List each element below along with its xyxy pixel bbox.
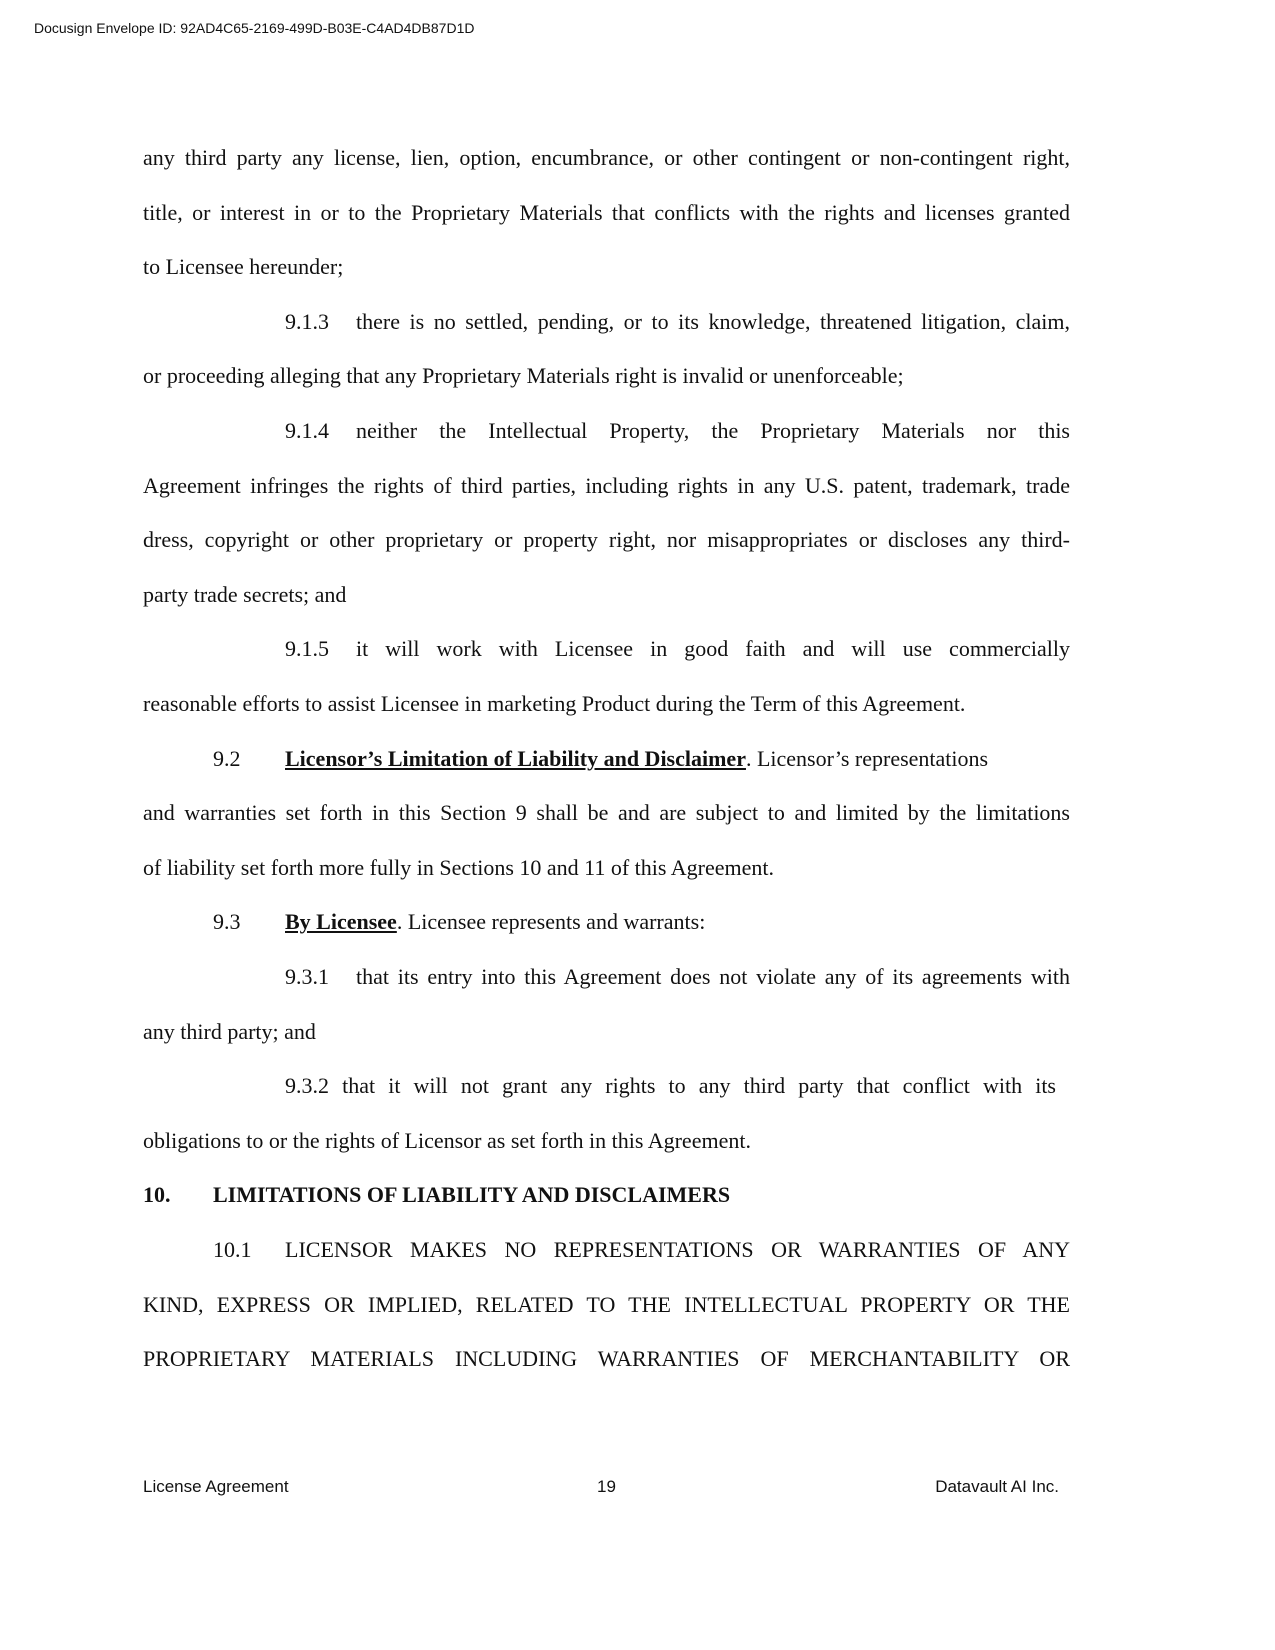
text-line — [285, 746, 1065, 772]
line-text: obligations to or the rights of Licensor as set forth in this Agreement. — [143, 1127, 751, 1153]
section-heading: Licensor’s Limitation of Liability and Disclaimer — [285, 745, 746, 771]
envelope-id: Docusign Envelope ID: 92AD4C65-2169-499D-B03E-C4AD4DB87D1D — [34, 20, 475, 36]
text-line — [143, 1019, 1070, 1045]
section-number: 10. — [143, 1182, 171, 1208]
line-text: of liability set forth more fully in Sections 10 and 11 of this Agreement. — [143, 854, 774, 880]
text-line — [143, 473, 1070, 499]
line-text: that its entry into this Agreement does not violate any of its agreements with — [356, 964, 1070, 989]
line-text: . Licensee represents and warrants: — [396, 909, 706, 935]
section-heading: By Licensee — [285, 909, 397, 935]
line-text: PROPRIETARY MATERIALS INCLUDING WARRANTIES OF MERCHANTABILITY OR — [143, 1346, 1070, 1372]
text-line — [143, 1346, 1070, 1372]
text-line — [356, 636, 1070, 662]
line-text: it will work with Licensee in good faith and will use commercially — [356, 636, 1070, 662]
line-text: . Licensor’s representations — [745, 745, 989, 771]
section-number: 9.3 — [213, 909, 241, 935]
page-number: 19 — [597, 1477, 616, 1496]
section-number: 9.3.1 — [285, 964, 329, 989]
line-text: and warranties set forth in this Section 9 shall be and are subject to and limited by the limitations — [143, 800, 1070, 826]
line-text: KIND, EXPRESS OR IMPLIED, RELATED TO THE INTELLECTUAL PROPERTY OR THE — [143, 1291, 1070, 1317]
text-line — [143, 1292, 1070, 1318]
line-text: to Licensee hereunder; — [143, 254, 344, 280]
section-number: 9.1.4 — [285, 418, 329, 443]
text-line — [143, 363, 1070, 389]
text-line — [143, 800, 1070, 826]
text-line — [285, 1073, 1056, 1099]
line-text: any third party; and — [143, 1018, 316, 1044]
text-line — [143, 145, 1070, 171]
footer-title: License Agreement — [143, 1477, 289, 1496]
text-line — [356, 964, 1070, 990]
section-number: 9.1.5 — [285, 636, 329, 662]
line-text: reasonable efforts to assist Licensee in marketing Product during the Term of this Agreement. — [143, 691, 966, 716]
text-line — [143, 527, 1070, 553]
footer-company: Datavault AI Inc. — [935, 1477, 1059, 1496]
line-text: there is no settled, pending, or to its knowledge, threatened litigation, claim, — [356, 308, 1070, 334]
section-number: 9.2 — [213, 745, 241, 771]
text-line — [285, 909, 1070, 935]
text-line — [356, 418, 1070, 444]
section-number: 9.1.3 — [285, 308, 329, 334]
line-text: Agreement infringes the rights of third parties, including rights in any U.S. patent, trademark, trade — [143, 472, 1070, 498]
text-line — [213, 1182, 1070, 1208]
text-line — [143, 582, 1070, 608]
text-line — [285, 1237, 1070, 1263]
text-line — [143, 254, 1070, 280]
line-text: neither the Intellectual Property, the Proprietary Materials nor this — [356, 418, 1070, 443]
line-text: dress, copyright or other proprietary or property right, nor misappropriates or discloses any third- — [143, 527, 1070, 553]
text-line — [143, 855, 1070, 881]
line-text: or proceeding alleging that any Proprietary Materials right is invalid or unenforceable; — [143, 363, 904, 389]
line-text: any third party any license, lien, option, encumbrance, or other contingent or non-contingent right, — [143, 145, 1070, 170]
text-line — [143, 200, 1070, 226]
line-text: LICENSOR MAKES NO REPRESENTATIONS OR WARRANTIES OF ANY — [285, 1237, 1070, 1262]
text-line — [143, 1128, 1070, 1154]
line-text: party trade secrets; and — [143, 581, 347, 607]
section-number: 10.1 — [213, 1237, 252, 1262]
text-line — [356, 309, 1070, 335]
text-line — [143, 691, 1070, 717]
article-heading: LIMITATIONS OF LIABILITY AND DISCLAIMERS — [213, 1182, 731, 1208]
line-text: title, or interest in or to the Proprietary Materials that conflicts with the rights and licenses granted — [143, 199, 1070, 225]
line-text: 9.3.2 that it will not grant any rights to any third party that conflict with its — [285, 1073, 1056, 1099]
